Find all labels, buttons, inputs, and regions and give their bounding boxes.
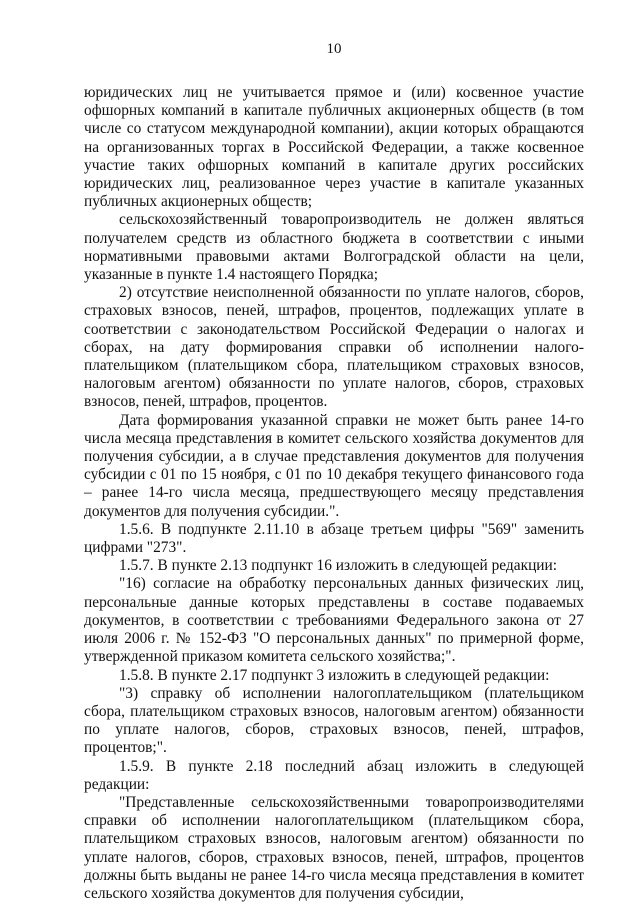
paragraph: "Представленные сельскохозяйственными товаропроизводителями справки об исполнении налогоплательщиком (плательщиком сбора, плательщиком страховых взносов, налоговым агентом) обязанности по уплате налогов, сборов, страховых взносов, пеней, штрафов, процентов должны быть выданы не ранее 14-го числа месяца представления в комитет сельского хозяйства документов для получения субсидии, bbox=[84, 793, 584, 902]
page-number: 10 bbox=[326, 41, 342, 57]
paragraph: сельскохозяйственный товаропроизводитель не должен являться получателем средств из областного бюджета в соответствии с иными нормативными правовыми актами Волгоградской области на цели, указанные в пункте 1.4 настоящего Порядка; bbox=[84, 211, 584, 284]
paragraph: 1.5.6. В подпункте 2.11.10 в абзаце третьем цифры "569" заменить цифрами "273". bbox=[84, 520, 584, 557]
paragraph: 2) отсутствие неисполненной обязанности по уплате налогов, сборов, страховых взносов, пеней, штрафов, процентов, подлежащих уплате в соответствии с законодательством Российской Федерации о налогах и сборах, на дату формирования справки об исполнении налого-плательщиком (плательщиком сбора, плательщиком страховых взносов, налоговым агентом) обязанности по уплате налогов, сборов, страховых взносов, пеней, штрафов, процентов. bbox=[84, 284, 584, 411]
paragraph: 1.5.8. В пункте 2.17 подпункт 3 изложить в следующей редакции: bbox=[119, 666, 550, 684]
paragraph: Дата формирования указанной справки не может быть ранее 14-го числа месяца представления в комитет сельского хозяйства документов для получения субсидии, а в случае представления документов для получения субсидии с 01 по 15 ноября, с 01 по 10 декабря текущего финансового года – ранее 14-го числа месяца, предшествующего месяцу представления документов для получения субсидии.". bbox=[84, 411, 584, 520]
paragraph: 1.5.7. В пункте 2.13 подпункт 16 изложить в следующей редакции: bbox=[119, 557, 558, 575]
paragraph: "3) справку об исполнении налогоплательщиком (плательщиком сбора, плательщиком страховых взносов, налоговым агентом) обязанности по уплате налогов, сборов, страховых взносов, пеней, штрафов, процентов;". bbox=[84, 684, 584, 757]
document-body bbox=[84, 84, 584, 903]
paragraph-continuation: юридических лиц не учитывается прямое и (или) косвенное участие офшорных компаний в капитале публичных акционерных обществ (в том числе со статусом международной компании), акции которых обращаются на организованных торгах в Российской Федерации, а также косвенное участие таких офшорных компаний в капитале других российских юридических лиц, реализованное через участие в капитале указанных публичных акционерных обществ; bbox=[84, 84, 584, 211]
paragraph: "16) согласие на обработку персональных данных физических лиц, персональные данные которых представлены в составе подаваемых документов, в соответствии с требованиями Федерального закона от 27 июля 2006 г. № 152-ФЗ "О персональных данных" по примерной форме, утвержденной приказом комитета сельского хозяйства;". bbox=[84, 575, 584, 666]
paragraph: 1.5.9. В пункте 2.18 последний абзац изложить в следующей редакции: bbox=[84, 757, 584, 793]
